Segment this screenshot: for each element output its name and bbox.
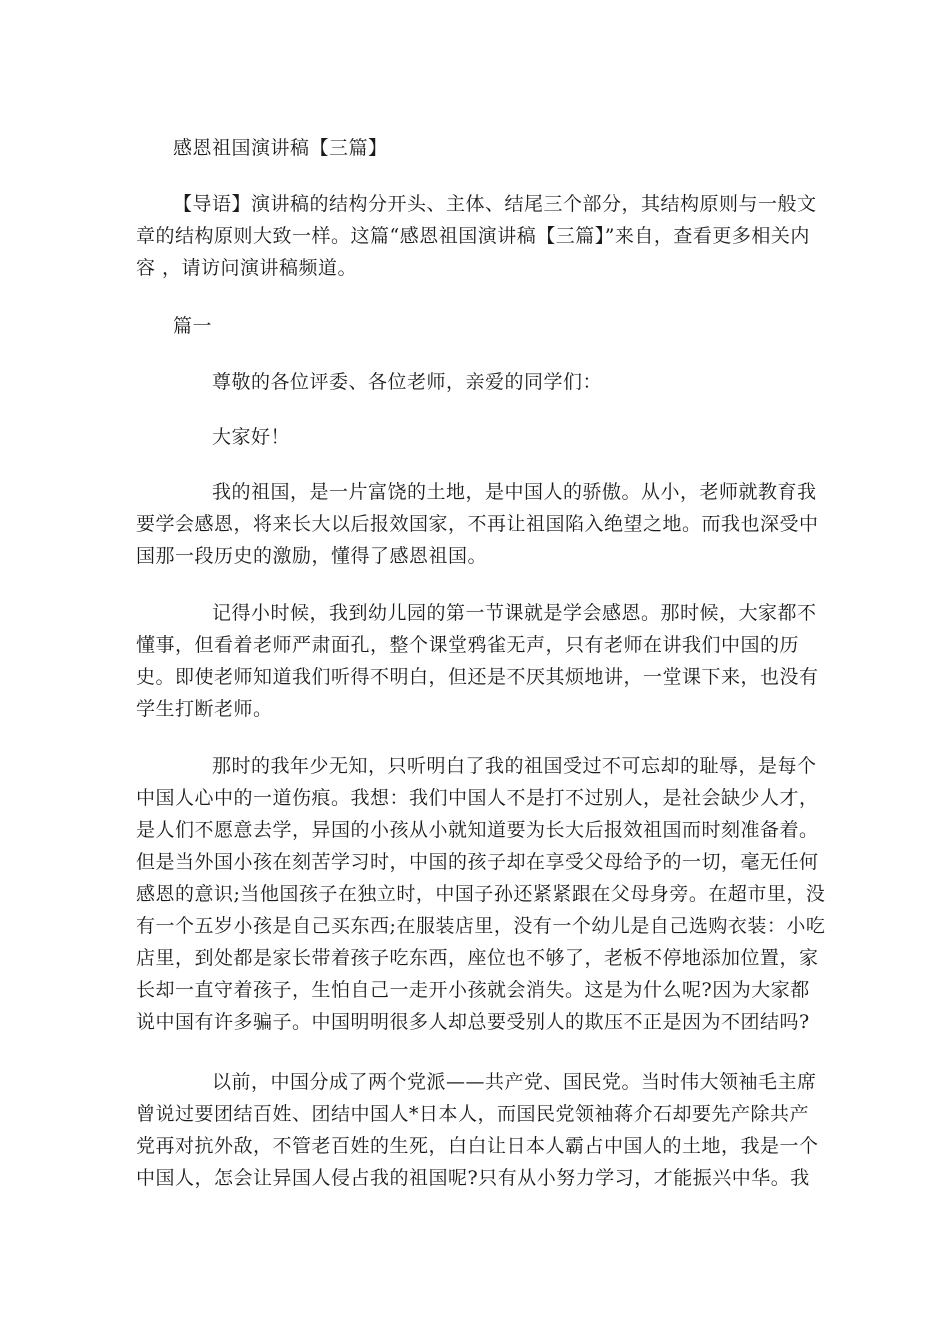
body-paragraph: 记得小时候，我到幼儿园的第一节课就是学会感恩。那时候，大家都不懂事，但看着老师严肃面孔，整个课堂鸦雀无声，只有老师在讲我们中国的历史。即使老师知道我们听得不明白，但还是不厌其烦地讲，一堂课下来，也没有学生打断老师。 — [136, 602, 819, 720]
document-title: 感恩祖国演讲稿【三篇】 — [173, 137, 388, 159]
salutation: 尊敬的各位评委、各位老师，亲爱的同学们： — [212, 371, 603, 393]
body-paragraph: 那时的我年少无知，只听明白了我的祖国受过不可忘却的耻辱，是每个中国人心中的一道伤痕。我想：我们中国人不是打不过别人，是社会缺少人才，是人们不愿意去学，异国的小孩从小就知道要为长大后报效祖国而时刻准备着。但是当外国小孩在刻苦学习时，中国的孩子却在享受父母给予的一切，毫无任何感恩的意识;当他国孩子在独立时，中国子孙还紧紧跟在父母身旁。在超市里，没有一个五岁小孩是自己买东西;在服装店里，没有一个幼儿是自己选购衣装：小吃店里，到处都是家长带着孩子吃东西，座位也不够了，老板不停地添加位置，家长却一直守着孩子，生怕自己一走开小孩就会消失。这是为什么呢?因为大家都说中国有许多骗子。中国明明很多人却总要受别人的欺压不正是因为不团结吗? — [136, 755, 826, 1033]
intro-paragraph: 【导语】演讲稿的结构分开头、主体、结尾三个部分，其结构原则与一般文章的结构原则大致一样。这篇“感恩祖国演讲稿【三篇】”来自，查看更多相关内容 ，请访问演讲稿频道。 — [136, 193, 817, 279]
body-paragraph: 以前，中国分成了两个党派——共产党、国民党。当时伟大领袖毛主席曾说过要团结百姓、团结中国人*日本人，而国民党领袖蒋介石却要先产除共产党再对抗外敌，不管老百姓的生死，白白让日本人霸占中国人的土地，我是一个中国人，怎会让异国人侵占我的祖国呢?只有从小努力学习，才能振兴中华。我 — [136, 1071, 819, 1189]
greeting: 大家好！ — [212, 426, 291, 448]
section-heading: 篇一 — [173, 315, 213, 337]
body-paragraph: 我的祖国，是一片富饶的土地，是中国人的骄傲。从小，老师就教育我要学会感恩，将来长大以后报效国家，不再让祖国陷入绝望之地。而我也深受中国那一段历史的激励，懂得了感恩祖国。 — [136, 481, 819, 567]
